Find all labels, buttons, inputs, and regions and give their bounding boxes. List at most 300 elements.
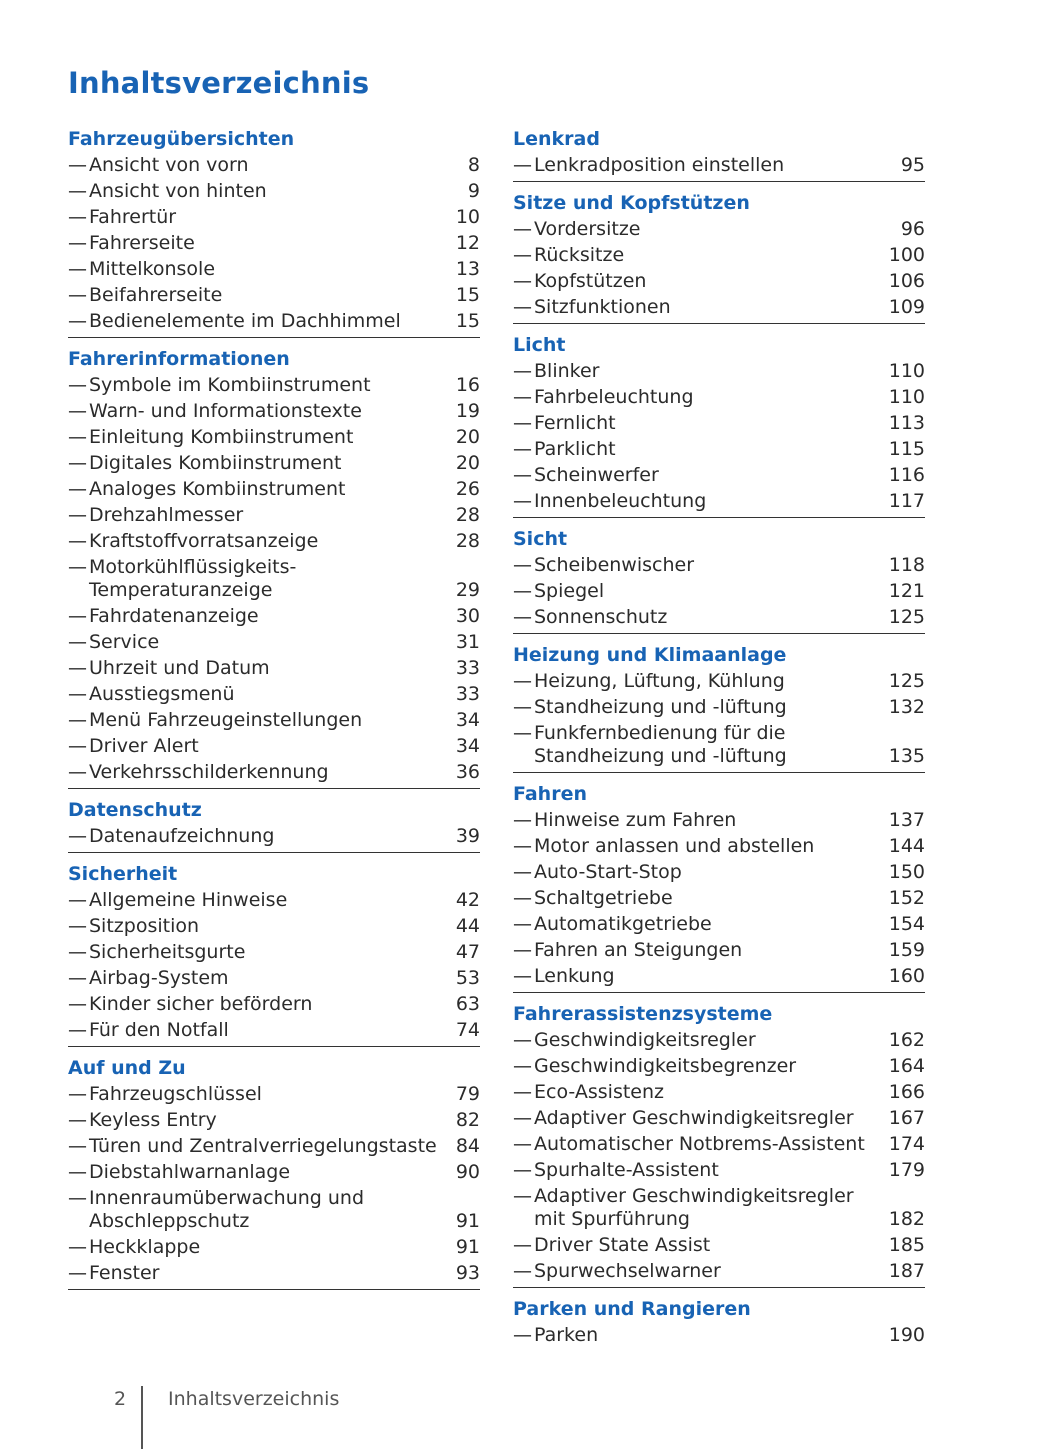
- toc-section: [513, 126, 925, 182]
- toc-entry[interactable]: [513, 1079, 925, 1105]
- toc-entry-page: 144: [888, 834, 925, 857]
- toc-entry[interactable]: [513, 462, 925, 488]
- toc-entry[interactable]: [513, 578, 925, 604]
- toc-entry-label: Spiegel: [534, 579, 605, 602]
- toc-entry-label: Blinker: [534, 359, 600, 382]
- toc-entry[interactable]: [513, 720, 925, 769]
- toc-entry-label: Spurhalte-Assistent: [534, 1158, 719, 1181]
- toc-entry-label: Menü Fahrzeugeinstellungen: [89, 708, 363, 731]
- toc-entry[interactable]: [513, 668, 925, 694]
- toc-entry-label: Parklicht: [534, 437, 616, 460]
- toc-entry-page: 179: [888, 1158, 925, 1181]
- toc-entry-label: Fernlicht: [534, 411, 616, 434]
- toc-entry-label: Heckklappe: [89, 1235, 201, 1258]
- toc-entry-label: Warn- und Informationstexte: [89, 399, 362, 422]
- dash-bullet: —: [513, 359, 532, 382]
- toc-entry-page: 42: [455, 888, 480, 911]
- dash-bullet: —: [513, 808, 532, 831]
- toc-entry-page: 182: [888, 1207, 925, 1230]
- toc-entry-label: Spurwechselwarner: [534, 1259, 721, 1282]
- toc-entry-label: Fahren an Steigungen: [534, 938, 743, 961]
- dash-bullet: —: [513, 579, 532, 602]
- toc-entry-label: Geschwindigkeitsbegrenzer: [534, 1054, 797, 1077]
- toc-entry-page: 15: [455, 283, 480, 306]
- toc-section-title[interactable]: Datenschutz: [68, 799, 202, 821]
- toc-entry[interactable]: [68, 887, 480, 913]
- toc-entry[interactable]: [68, 230, 480, 256]
- toc-entry-page: 93: [455, 1261, 480, 1284]
- toc-entry[interactable]: [513, 552, 925, 578]
- toc-entry-label: Datenaufzeichnung: [89, 824, 275, 847]
- footer-section-name: Inhaltsverzeichnis: [168, 1388, 340, 1410]
- dash-bullet: —: [68, 529, 87, 552]
- toc-entry-label: Automatikgetriebe: [534, 912, 712, 935]
- dash-bullet: —: [68, 1082, 87, 1105]
- toc-entry-page: 106: [888, 269, 925, 292]
- toc-entry-label: Ausstiegsmenü: [89, 682, 235, 705]
- toc-entry[interactable]: [68, 759, 480, 785]
- toc-entry[interactable]: [513, 1322, 925, 1348]
- dash-bullet: —: [68, 1108, 87, 1131]
- toc-entry[interactable]: [513, 1105, 925, 1131]
- toc-entry-page: 31: [455, 630, 480, 653]
- toc-entry-label: Sicherheitsgurte: [89, 940, 246, 963]
- toc-entry-page: 96: [900, 217, 925, 240]
- page-title: Inhaltsverzeichnis: [68, 66, 370, 100]
- toc-entry[interactable]: [513, 1053, 925, 1079]
- dash-bullet: —: [513, 721, 532, 744]
- toc-entry-page: 63: [455, 992, 480, 1015]
- dash-bullet: —: [513, 860, 532, 883]
- dash-bullet: —: [68, 1134, 87, 1157]
- dash-bullet: —: [68, 682, 87, 705]
- toc-section-title[interactable]: Licht: [513, 334, 566, 356]
- toc-entry[interactable]: [513, 488, 925, 514]
- dash-bullet: —: [513, 1028, 532, 1051]
- toc-entry-label: Auto-Start-Stop: [534, 860, 682, 883]
- toc-entry-page: 9: [467, 179, 480, 202]
- toc-entry-page: 187: [888, 1259, 925, 1282]
- toc-section: [513, 332, 925, 518]
- toc-entry[interactable]: [513, 294, 925, 320]
- toc-entry-page: 28: [455, 503, 480, 526]
- toc-entry-page: 117: [888, 489, 925, 512]
- toc-entry[interactable]: [513, 436, 925, 462]
- toc-entry[interactable]: [513, 1157, 925, 1183]
- toc-entry[interactable]: [68, 681, 480, 707]
- toc-entry[interactable]: [68, 450, 480, 476]
- toc-section-title[interactable]: Fahrerinformationen: [68, 348, 290, 370]
- toc-entry-label: Mittelkonsole: [89, 257, 216, 280]
- dash-bullet: —: [68, 283, 87, 306]
- page-footer: [0, 1388, 1056, 1449]
- toc-entry[interactable]: [513, 410, 925, 436]
- dash-bullet: —: [513, 1106, 532, 1129]
- dash-bullet: —: [513, 886, 532, 909]
- dash-bullet: —: [68, 992, 87, 1015]
- toc-entry[interactable]: [68, 1133, 480, 1159]
- toc-entry-label: Funkfernbedienung für die Standheizung und -lüftung: [534, 721, 787, 767]
- toc-entry-label: Drehzahlmesser: [89, 503, 244, 526]
- dash-bullet: —: [513, 669, 532, 692]
- toc-entry-page: 162: [888, 1028, 925, 1051]
- toc-entry[interactable]: [68, 256, 480, 282]
- toc-entry[interactable]: [68, 308, 480, 334]
- toc-entry-page: 109: [888, 295, 925, 318]
- toc-entry-label: Sonnenschutz: [534, 605, 668, 628]
- dash-bullet: —: [513, 269, 532, 292]
- toc-entry-page: 33: [455, 682, 480, 705]
- toc-entry-page: 110: [888, 359, 925, 382]
- dash-bullet: —: [68, 1261, 87, 1284]
- toc-section: [68, 797, 480, 853]
- toc-entry[interactable]: [68, 502, 480, 528]
- toc-entry-page: 39: [455, 824, 480, 847]
- dash-bullet: —: [68, 555, 87, 578]
- toc-entry[interactable]: [513, 833, 925, 859]
- toc-entry-page: 121: [888, 579, 925, 602]
- dash-bullet: —: [513, 834, 532, 857]
- toc-entry-label: Scheibenwischer: [534, 553, 695, 576]
- toc-section: [513, 1001, 925, 1288]
- toc-section: [68, 346, 480, 789]
- toc-entry[interactable]: [513, 1183, 925, 1232]
- toc-entry[interactable]: [513, 937, 925, 963]
- footer-divider: [141, 1386, 143, 1449]
- toc-entry[interactable]: [68, 554, 480, 603]
- toc-entry[interactable]: [68, 1107, 480, 1133]
- toc-entry-page: 174: [888, 1132, 925, 1155]
- dash-bullet: —: [513, 1259, 532, 1282]
- toc-entry-label: Innenraumüberwachung und Abschleppschutz: [89, 1186, 365, 1232]
- toc-entry[interactable]: [513, 384, 925, 410]
- dash-bullet: —: [68, 604, 87, 627]
- toc-entry-label: Fenster: [89, 1261, 160, 1284]
- toc-entry-label: Analoges Kombiinstrument: [89, 477, 346, 500]
- toc-section-title[interactable]: Fahrerassistenzsysteme: [513, 1003, 773, 1025]
- toc-section: [513, 190, 925, 324]
- toc-entry[interactable]: [513, 694, 925, 720]
- toc-entry-label: Service: [89, 630, 160, 653]
- toc-entry[interactable]: [513, 242, 925, 268]
- dash-bullet: —: [513, 695, 532, 718]
- toc-entry-label: Ansicht von hinten: [89, 179, 267, 202]
- toc-entry[interactable]: [68, 1260, 480, 1286]
- toc-section-title[interactable]: Fahrzeugübersichten: [68, 128, 295, 150]
- toc-entry-page: 100: [888, 243, 925, 266]
- dash-bullet: —: [68, 708, 87, 731]
- toc-entry-page: 116: [888, 463, 925, 486]
- toc-entry[interactable]: [68, 707, 480, 733]
- toc-entry-label: Für den Notfall: [89, 1018, 229, 1041]
- dash-bullet: —: [68, 966, 87, 989]
- toc-section-title[interactable]: Parken und Rangieren: [513, 1298, 751, 1320]
- toc-entry[interactable]: [68, 204, 480, 230]
- toc-entry[interactable]: [513, 216, 925, 242]
- toc-entry-label: Kinder sicher befördern: [89, 992, 313, 1015]
- toc-left-column: [68, 126, 480, 1298]
- dash-bullet: —: [68, 399, 87, 422]
- toc-entry-page: 20: [455, 451, 480, 474]
- dash-bullet: —: [68, 734, 87, 757]
- toc-entry-label: Motor anlassen und abstellen: [534, 834, 815, 857]
- toc-entry[interactable]: [68, 1081, 480, 1107]
- toc-entry-label: Parken: [534, 1323, 599, 1346]
- toc-entry-page: 44: [455, 914, 480, 937]
- toc-section: [68, 126, 480, 338]
- toc-entry-page: 132: [888, 695, 925, 718]
- toc-entry[interactable]: [68, 965, 480, 991]
- dash-bullet: —: [68, 503, 87, 526]
- toc-entry-page: 15: [455, 309, 480, 332]
- toc-entry-page: 34: [455, 708, 480, 731]
- toc-entry-page: 113: [888, 411, 925, 434]
- dash-bullet: —: [68, 451, 87, 474]
- toc-entry[interactable]: [513, 963, 925, 989]
- toc-entry-label: Rücksitze: [534, 243, 625, 266]
- toc-entry-label: Bedienelemente im Dachhimmel: [89, 309, 401, 332]
- toc-entry-page: 160: [888, 964, 925, 987]
- footer-page-number: 2: [114, 1388, 127, 1410]
- dash-bullet: —: [513, 605, 532, 628]
- toc-entry-page: 91: [455, 1209, 480, 1232]
- toc-entry[interactable]: [513, 859, 925, 885]
- toc-entry[interactable]: [513, 268, 925, 294]
- toc-entry-page: 28: [455, 529, 480, 552]
- toc-entry-page: 34: [455, 734, 480, 757]
- toc-entry[interactable]: [68, 398, 480, 424]
- toc-entry-page: 84: [455, 1134, 480, 1157]
- toc-entry-page: 190: [888, 1323, 925, 1346]
- toc-entry-label: Driver State Assist: [534, 1233, 711, 1256]
- toc-entry-label: Scheinwerfer: [534, 463, 659, 486]
- toc-entry-page: 185: [888, 1233, 925, 1256]
- toc-entry-page: 159: [888, 938, 925, 961]
- dash-bullet: —: [68, 1160, 87, 1183]
- toc-entry[interactable]: [513, 1258, 925, 1284]
- toc-entry-page: 91: [455, 1235, 480, 1258]
- dash-bullet: —: [513, 1132, 532, 1155]
- toc-entry-label: Symbole im Kombiinstrument: [89, 373, 371, 396]
- toc-entry[interactable]: [513, 152, 925, 178]
- toc-entry[interactable]: [68, 655, 480, 681]
- toc-entry[interactable]: [68, 629, 480, 655]
- dash-bullet: —: [513, 217, 532, 240]
- dash-bullet: —: [513, 437, 532, 460]
- dash-bullet: —: [513, 964, 532, 987]
- toc-entry-page: 137: [888, 808, 925, 831]
- toc-entry-label: Fahrbeleuchtung: [534, 385, 694, 408]
- dash-bullet: —: [68, 477, 87, 500]
- toc-section: [68, 1055, 480, 1290]
- dash-bullet: —: [513, 1323, 532, 1346]
- toc-entry-page: 16: [455, 373, 480, 396]
- toc-entry-page: 26: [455, 477, 480, 500]
- toc-entry-label: Kopfstützen: [534, 269, 647, 292]
- dash-bullet: —: [513, 1080, 532, 1103]
- toc-entry-label: Fahrdatenanzeige: [89, 604, 259, 627]
- toc-entry[interactable]: [513, 807, 925, 833]
- dash-bullet: —: [513, 1158, 532, 1181]
- dash-bullet: —: [68, 940, 87, 963]
- toc-section-title[interactable]: Lenkrad: [513, 128, 600, 150]
- toc-entry-label: Automatischer Notbrems-Assistent: [534, 1132, 865, 1155]
- toc-entry-label: Fahrertür: [89, 205, 177, 228]
- dash-bullet: —: [513, 912, 532, 935]
- toc-entry[interactable]: [68, 1159, 480, 1185]
- toc-entry-page: 20: [455, 425, 480, 448]
- toc-section: [68, 861, 480, 1047]
- toc-entry-page: 79: [455, 1082, 480, 1105]
- toc-section-title[interactable]: Sicht: [513, 528, 568, 550]
- dash-bullet: —: [68, 630, 87, 653]
- toc-entry-page: 74: [455, 1018, 480, 1041]
- toc-entry-page: 8: [467, 153, 480, 176]
- toc-entry[interactable]: [68, 282, 480, 308]
- toc-entry-page: 115: [888, 437, 925, 460]
- toc-section: [513, 526, 925, 634]
- toc-entry-page: 12: [455, 231, 480, 254]
- toc-entry-label: Hinweise zum Fahren: [534, 808, 737, 831]
- toc-entry-page: 135: [888, 744, 925, 767]
- toc-entry[interactable]: [68, 733, 480, 759]
- toc-entry-label: Geschwindigkeitsregler: [534, 1028, 756, 1051]
- toc-section-title[interactable]: Auf und Zu: [68, 1057, 186, 1079]
- toc-entry[interactable]: [68, 178, 480, 204]
- toc-entry-page: 167: [888, 1106, 925, 1129]
- toc-entry-label: Fahrzeugschlüssel: [89, 1082, 262, 1105]
- toc-entry[interactable]: [68, 528, 480, 554]
- dash-bullet: —: [68, 231, 87, 254]
- toc-entry-label: Lenkradposition einstellen: [534, 153, 785, 176]
- toc-entry-label: Adaptiver Geschwindigkeitsregler mit Spurführung: [534, 1184, 854, 1230]
- dash-bullet: —: [513, 411, 532, 434]
- toc-entry-label: Adaptiver Geschwindigkeitsregler: [534, 1106, 854, 1129]
- toc-entry-page: 10: [455, 205, 480, 228]
- toc-entry-label: Verkehrsschilderkennung: [89, 760, 329, 783]
- toc-entry[interactable]: [68, 1017, 480, 1043]
- toc-entry-page: 125: [888, 605, 925, 628]
- dash-bullet: —: [513, 295, 532, 318]
- toc-entry-label: Kraftstoffvorratsanzeige: [89, 529, 319, 552]
- dash-bullet: —: [513, 489, 532, 512]
- toc-section: [513, 642, 925, 773]
- toc-entry-label: Fahrerseite: [89, 231, 195, 254]
- toc-entry-label: Motorkühlflüssigkeits- Temperaturanzeige: [89, 555, 297, 601]
- dash-bullet: —: [513, 553, 532, 576]
- toc-entry-label: Ansicht von vorn: [89, 153, 249, 176]
- toc-section-title[interactable]: Sicherheit: [68, 863, 178, 885]
- toc-entry-label: Digitales Kombiinstrument: [89, 451, 342, 474]
- toc-entry-page: 90: [455, 1160, 480, 1183]
- toc-entry[interactable]: [68, 823, 480, 849]
- toc-entry-page: 166: [888, 1080, 925, 1103]
- toc-entry[interactable]: [513, 1027, 925, 1053]
- dash-bullet: —: [68, 914, 87, 937]
- toc-entry-page: 13: [455, 257, 480, 280]
- toc-entry[interactable]: [68, 1185, 480, 1234]
- dash-bullet: —: [513, 463, 532, 486]
- toc-entry[interactable]: [513, 358, 925, 384]
- dash-bullet: —: [513, 1233, 532, 1256]
- toc-section: [513, 1296, 925, 1351]
- toc-entry-label: Innenbeleuchtung: [534, 489, 707, 512]
- toc-entry-label: Sitzposition: [89, 914, 200, 937]
- dash-bullet: —: [68, 1186, 87, 1209]
- toc-section-title[interactable]: Fahren: [513, 783, 587, 805]
- dash-bullet: —: [68, 1235, 87, 1258]
- dash-bullet: —: [513, 385, 532, 408]
- toc-entry[interactable]: [68, 603, 480, 629]
- dash-bullet: —: [68, 257, 87, 280]
- dash-bullet: —: [68, 179, 87, 202]
- toc-entry-label: Driver Alert: [89, 734, 199, 757]
- toc-entry[interactable]: [68, 476, 480, 502]
- toc-entry-label: Schaltgetriebe: [534, 886, 673, 909]
- toc-entry[interactable]: [513, 604, 925, 630]
- dash-bullet: —: [68, 373, 87, 396]
- toc-entry-label: Uhrzeit und Datum: [89, 656, 270, 679]
- toc-entry-label: Lenkung: [534, 964, 615, 987]
- toc-entry-label: Keyless Entry: [89, 1108, 217, 1131]
- toc-entry-page: 30: [455, 604, 480, 627]
- toc-entry[interactable]: [68, 939, 480, 965]
- toc-entry-page: 110: [888, 385, 925, 408]
- toc-entry[interactable]: [513, 1131, 925, 1157]
- toc-entry-page: 164: [888, 1054, 925, 1077]
- toc-entry-label: Vordersitze: [534, 217, 641, 240]
- toc-right-column: [513, 126, 925, 1359]
- toc-entry-page: 53: [455, 966, 480, 989]
- toc-entry-page: 152: [888, 886, 925, 909]
- dash-bullet: —: [68, 656, 87, 679]
- toc-entry[interactable]: [513, 1232, 925, 1258]
- toc-entry-page: 125: [888, 669, 925, 692]
- toc-entry-label: Eco-Assistenz: [534, 1080, 664, 1103]
- toc-entry-page: 82: [455, 1108, 480, 1131]
- toc-section-title[interactable]: Sitze und Kopfstützen: [513, 192, 750, 214]
- toc-entry[interactable]: [68, 152, 480, 178]
- toc-entry[interactable]: [68, 424, 480, 450]
- dash-bullet: —: [513, 1054, 532, 1077]
- toc-entry-page: 19: [455, 399, 480, 422]
- toc-entry-label: Sitzfunktionen: [534, 295, 671, 318]
- dash-bullet: —: [68, 205, 87, 228]
- toc-entry-page: 36: [455, 760, 480, 783]
- dash-bullet: —: [68, 425, 87, 448]
- toc-entry[interactable]: [513, 885, 925, 911]
- toc-entry-page: 33: [455, 656, 480, 679]
- dash-bullet: —: [513, 153, 532, 176]
- dash-bullet: —: [68, 888, 87, 911]
- toc-entry-page: 150: [888, 860, 925, 883]
- toc-section: [513, 781, 925, 993]
- toc-entry[interactable]: [68, 1234, 480, 1260]
- toc-entry-page: 29: [455, 578, 480, 601]
- toc-entry-label: Allgemeine Hinweise: [89, 888, 288, 911]
- dash-bullet: —: [68, 760, 87, 783]
- toc-entry[interactable]: [68, 913, 480, 939]
- toc-entry[interactable]: [68, 991, 480, 1017]
- toc-section-title[interactable]: Heizung und Klimaanlage: [513, 644, 787, 666]
- toc-entry[interactable]: [68, 372, 480, 398]
- toc-entry-page: 154: [888, 912, 925, 935]
- toc-entry-label: Türen und Zentralverriegelungstaste: [89, 1134, 437, 1157]
- dash-bullet: —: [68, 309, 87, 332]
- toc-entry-label: Beifahrerseite: [89, 283, 223, 306]
- toc-entry[interactable]: [513, 911, 925, 937]
- toc-entry-page: 47: [455, 940, 480, 963]
